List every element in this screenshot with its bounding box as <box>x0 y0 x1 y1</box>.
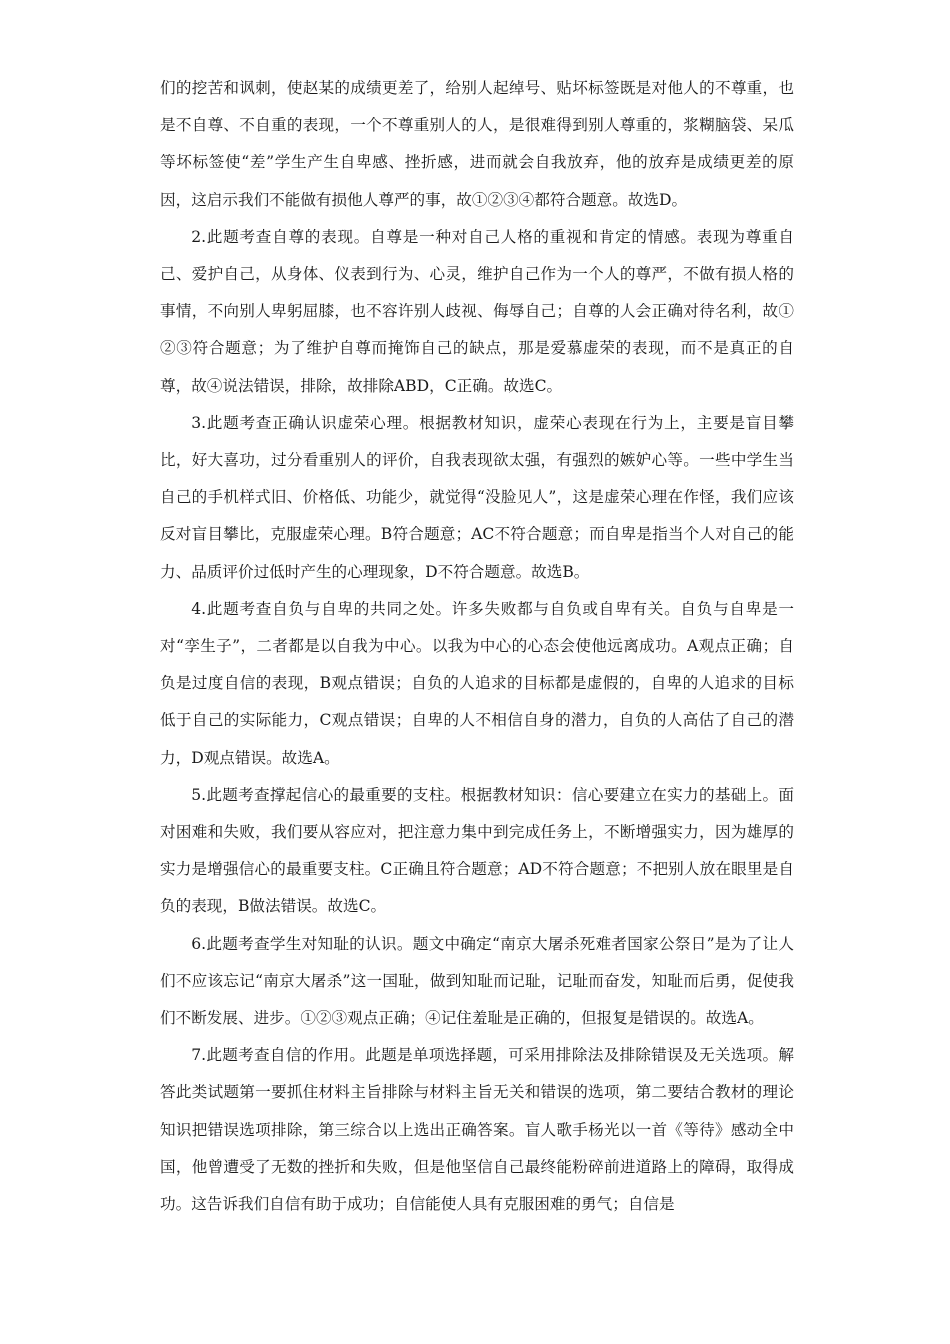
answer-explanation-body <box>160 70 794 1223</box>
paragraph-question-2: 2.此题考查自尊的表现。自尊是一种对自己人格的重视和肯定的情感。表现为尊重自己、爱护自己，从身体、仪表到行为、心灵，维护自己作为一个人的尊严，不做有损人格的事情，不向别人卑躬屈膝，也不容许别人歧视、侮辱自己；自尊的人会正确对待名利，故①②③符合题意；为了维护自尊而掩饰自己的缺点，那是爱慕虚荣的表现，而不是真正的自尊，故④说法错误，排除，故排除ABD，C正确。故选C。 <box>160 227 794 395</box>
paragraph-question-7: 7.此题考查自信的作用。此题是单项选择题，可采用排除法及排除错误及无关选项。解答此类试题第一要抓住材料主旨排除与材料主旨无关和错误的选项，第二要结合教材的理论知识把错误选项排除，第三综合以上选出正确答案。盲人歌手杨光以一首《等待》感动全中国，他曾遭受了无数的挫折和失败，但是他坚信自己最终能粉碎前进道路上的障碍，取得成功。这告诉我们自信有助于成功；自信能使人具有克服困难的勇气；自信是 <box>160 1046 794 1214</box>
paragraph-question-5: 5.此题考查撑起信心的最重要的支柱。根据教材知识：信心要建立在实力的基础上。面对困难和失败，我们要从容应对，把注意力集中到完成任务上，不断增强实力，因为雄厚的实力是增强信心的最重要支柱。C正确且符合题意；AD不符合题意；不把别人放在眼里是自负的表现，B做法错误。故选C。 <box>160 785 794 916</box>
paragraph-1-continued: 们的挖苦和讽刺，使赵某的成绩更差了，给别人起绰号、贴坏标签既是对他人的不尊重，也是不自尊、不自重的表现，一个不尊重别人的人，是很难得到别人尊重的，浆糊脑袋、呆瓜等坏标签使“差”学生产生自卑感、挫折感，进而就会自我放弃，他的放弃是成绩更差的原因，这启示我们不能做有损他人尊严的事，故①②③④都符合题意。故选D。 <box>160 79 794 209</box>
paragraph-question-3: 3.此题考查正确认识虚荣心理。根据教材知识，虚荣心表现在行为上，主要是盲目攀比，好大喜功，过分看重别人的评价，自我表现欲太强，有强烈的嫉妒心等。一些中学生当自己的手机样式旧、价格低、功能少，就觉得“没脸见人”，这是虚荣心理在作怪，我们应该反对盲目攀比，克服虚荣心理。B符合题意；AC不符合题意；而自卑是指当个人对自己的能力、品质评价过低时产生的心理现象，D不符合题意。故选B。 <box>160 413 794 581</box>
paragraph-question-4: 4.此题考查自负与自卑的共同之处。许多失败都与自负或自卑有关。自负与自卑是一对“孪生子”，二者都是以自我为中心。以我为中心的心态会使他远离成功。A观点正确；自负是过度自信的表现，B观点错误；自负的人追求的目标都是虚假的，自卑的人追求的目标低于自己的实际能力，C观点错误；自卑的人不相信自身的潜力，自负的人高估了自己的潜力，D观点错误。故选A。 <box>160 599 794 767</box>
paragraph-question-6: 6.此题考查学生对知耻的认识。题文中确定“南京大屠杀死难者国家公祭日”是为了让人们不应该忘记“南京大屠杀”这一国耻，做到知耻而记耻，记耻而奋发，知耻而后勇，促使我们不断发展、进步。①②③观点正确；④记住羞耻是正确的，但报复是错误的。故选A。 <box>160 934 794 1028</box>
